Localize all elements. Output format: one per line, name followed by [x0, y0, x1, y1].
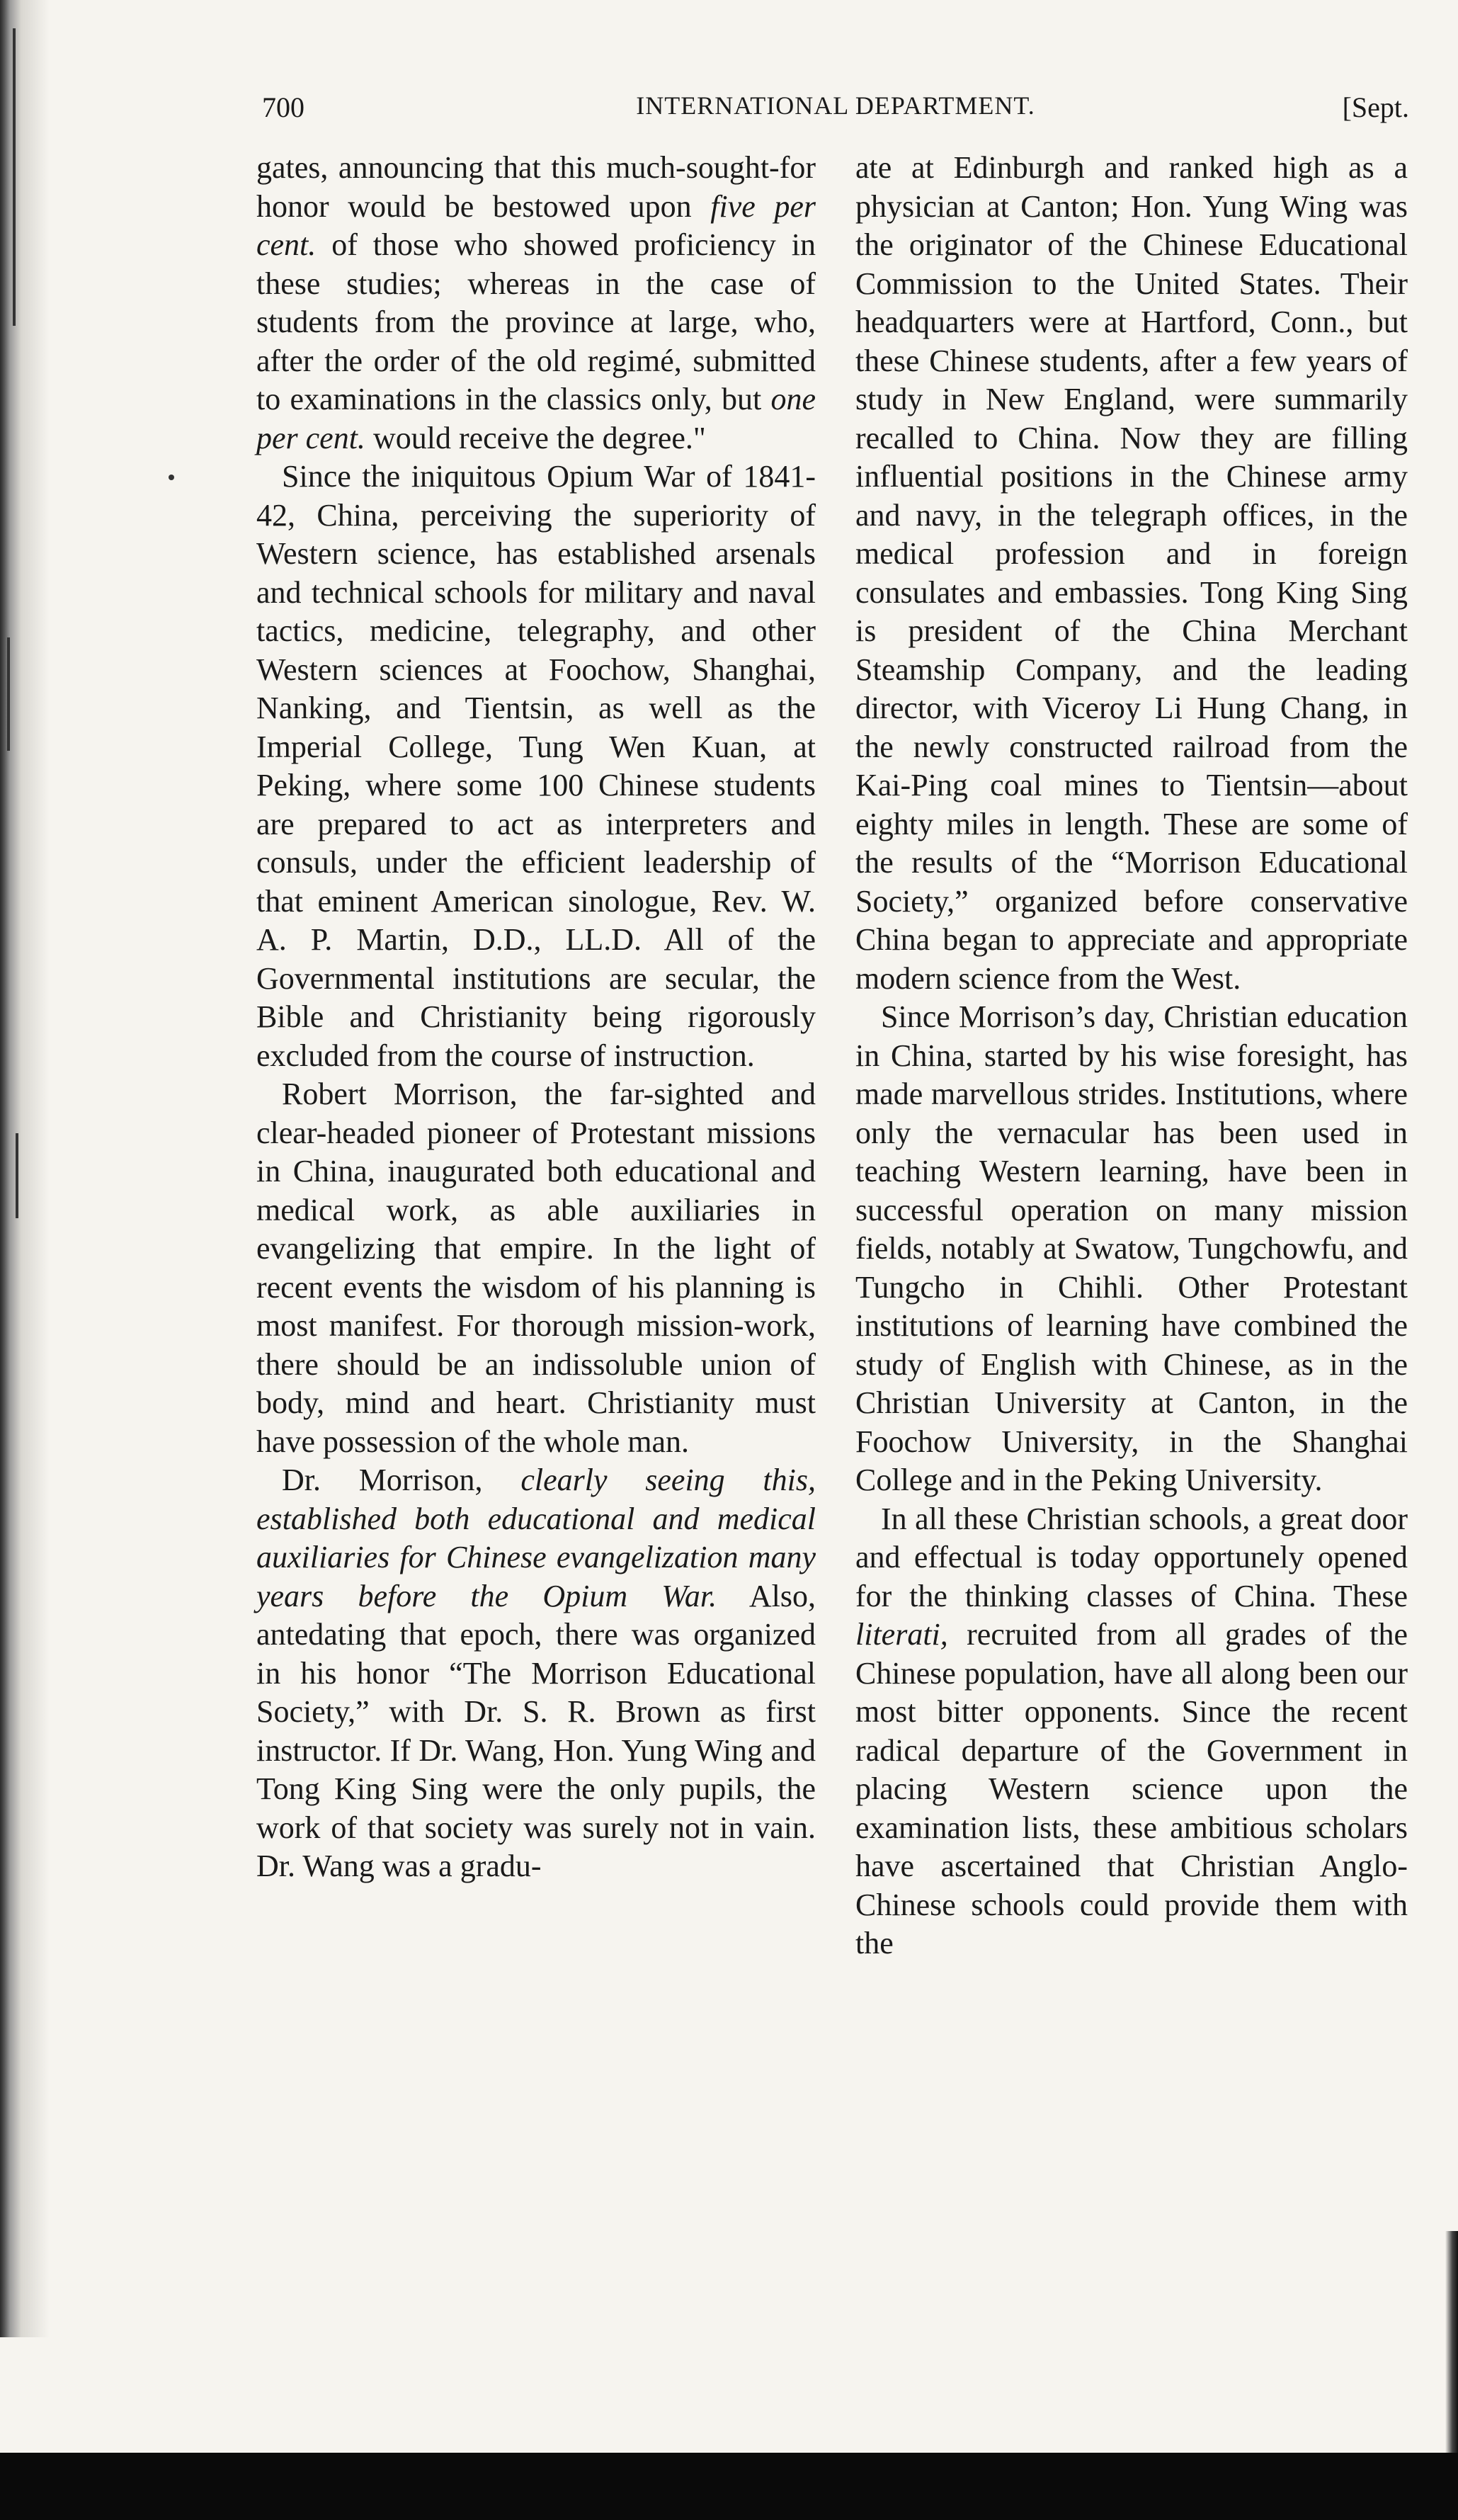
- paragraph-text: Since the iniquitous Opium War of 1841-42, China, perceiving the superiority of Western science, has established arsenals and technical schools for military and naval tactics, medicine, telegraphy, and other Western sciences at Foochow, Shanghai, Nanking, and Tientsin, as well as the Imperial College, Tung Wen Kuan, at Peking, where some 100 Chinese students are prepared to act as interpreters and consuls, under the efficient leadership of that eminent American sinologue, Rev. W. A. P. Martin, D.D., LL.D. All of the Governmental institutions are secular, the Bible and Christianity being rigorously excluded from the course of instruction.: [256, 459, 816, 1073]
- paragraph-italic: five per cent.: [256, 188, 816, 262]
- paragraph-text-segment: of those who showed proficiency in these studies; whereas in the case of students from the province at large, who, after the order of the old regimé, submitted to examinations in the classics only, but: [256, 227, 816, 416]
- paragraph-rest: recruited from all grades of the Chinese population, have all along been our most bitter opponents. Since the recent radical departure of the Government in placing Western science upon the examination lists, these ambitious scholars have ascertained that Christian Anglo-Chinese schools could provide them with the: [855, 1617, 1408, 1960]
- page-header: [262, 91, 1409, 133]
- paragraph-text-segment: would receive the degree.": [365, 420, 706, 455]
- paragraph: [256, 1075, 816, 1461]
- ink-speck: [169, 475, 174, 480]
- binding-edge-shadow: [0, 0, 50, 2337]
- page-number: 700: [262, 91, 304, 123]
- paragraph: [256, 458, 816, 1075]
- paragraph: [855, 149, 1408, 998]
- issue-month: [Sept.: [1342, 91, 1409, 123]
- paragraph-text: [256, 150, 816, 455]
- paragraph-text-segment: gates, announcing that this much-sought-for honor would be bestowed upon: [256, 150, 816, 224]
- scan-bottom-band: [0, 2453, 1458, 2520]
- binding-streak: [7, 637, 10, 751]
- binding-streak: [13, 28, 16, 326]
- page-edge-shadow: [1445, 2231, 1458, 2458]
- paragraph: [855, 998, 1408, 1500]
- paragraph-lead: Dr. Morrison,: [282, 1463, 521, 1497]
- running-head: INTERNATIONAL DEPARTMENT.: [636, 91, 1035, 120]
- paragraph-italic: one per cent.: [256, 382, 816, 455]
- paragraph-text: Robert Morrison, the far-sighted and clear-headed pioneer of Protestant missions in China, inaugurated both educational and medical work, as able auxiliaries in evangelizing that empire. In the light of recent events the wisdom of his planning is most manifest. For thorough mission-work, there should be an indissoluble union of body, mind and heart. Christianity must have possession of the whole man.: [256, 1077, 816, 1459]
- paragraph-text: Since Morrison’s day, Christian education in China, started by his wise foresight, has made marvellous strides. Institutions, where only the vernacular has been used in teaching Western learning, have been in successful operation on many mission fields, notably at Swatow, Tungchowfu, and Tungcho in Chihli. Other Protestant institutions of learning have combined the study of English with Chinese, as in the Christian University at Canton, in the Foochow University, in the Shanghai College and in the Peking University.: [855, 999, 1408, 1497]
- paragraph: [256, 149, 816, 458]
- paragraph-italic: clearly seeing this, established both educational and medical auxiliaries for Chinese evangelization many years before the Opium War.: [256, 1463, 816, 1613]
- left-column: [256, 149, 816, 1886]
- right-column: [855, 149, 1408, 1963]
- paragraph-lead: In all these Christian schools, a great door and effectual is today opportunely opened for the thinking classes of China. These: [855, 1501, 1408, 1613]
- paragraph: [855, 1500, 1408, 1963]
- paragraph-text: ate at Edinburgh and ranked high as a physician at Canton; Hon. Yung Wing was the originator of the Chinese Educational Commission to the United States. Their headquarters were at Hartford, Conn., but these Chinese students, after a few years of study in New England, were summarily recalled to China. Now they are filling influential positions in the Chinese army and navy, in the telegraph offices, in the medical profession and in foreign consulates and embassies. Tong King Sing is president of the China Merchant Steamship Company, and the leading director, with Viceroy Li Hung Chang, in the newly constructed railroad from the Kai-Ping coal mines to Tientsin—about eighty miles in length. These are some of the results of the “Morrison Educational Society,” organized before conservative China began to appreciate and appropriate modern science from the West.: [855, 150, 1408, 996]
- paragraph: [256, 1461, 816, 1886]
- paragraph-italic: literati,: [855, 1617, 948, 1652]
- paragraph-rest: Also, antedating that epoch, there was organized in his honor “The Morrison Educational Society,” with Dr. S. R. Brown as first instructor. If Dr. Wang, Hon. Yung Wing and Tong King Sing were the only pupils, the work of that society was surely not in vain. Dr. Wang was a gradu-: [256, 1578, 816, 1883]
- binding-streak: [16, 1133, 18, 1218]
